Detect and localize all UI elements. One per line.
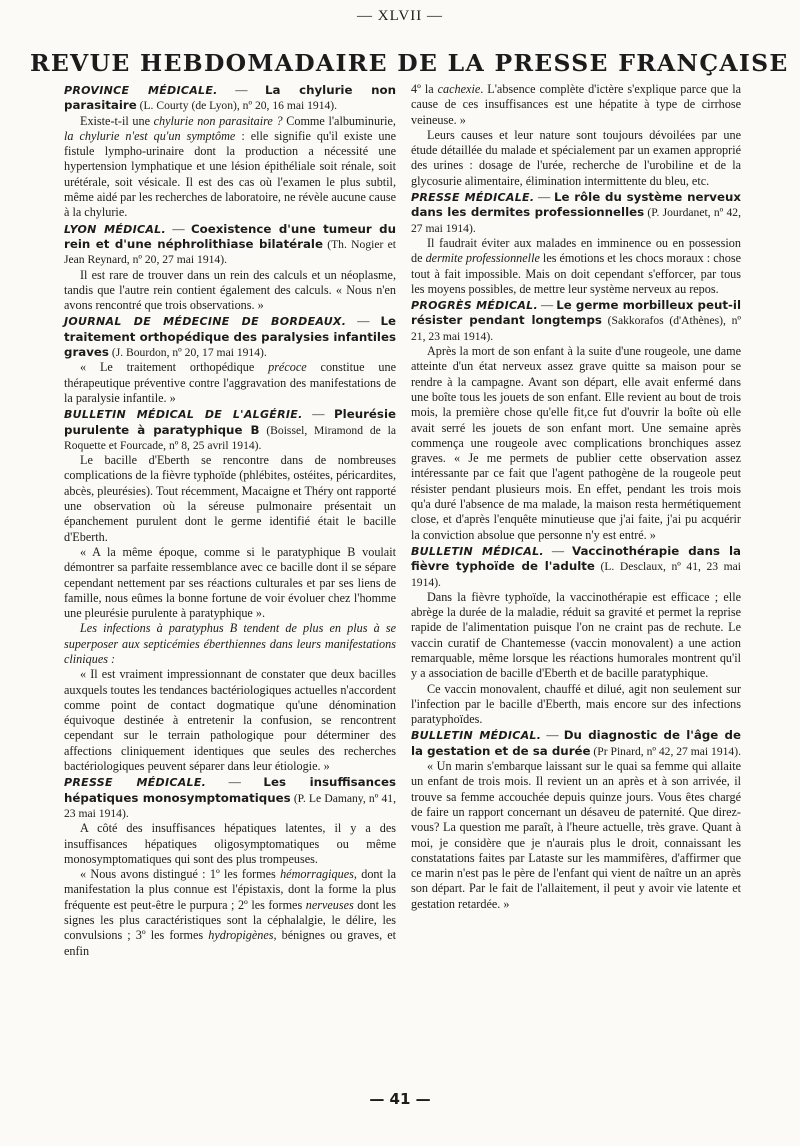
article-paragraph: Il faudrait éviter aux malades en imminence ou en possession de dermite professionnelle les émotions et les chocs moraux : chose tout à fait impossible. Mais on doit cependant s'efforcer, par tous les moyens possibles, de mettre leur système nerveux au repos. xyxy=(411,235,741,296)
article-source: BULLETIN MÉDICAL DE L'ALGÉRIE. xyxy=(64,408,303,422)
article-title: Les insuffisances hépatiques monosymptomatiques xyxy=(64,775,396,805)
article-heading: BULLETIN MÉDICAL DE L'ALGÉRIE. — Pleurésie purulente à paratyphique B (Boissel, Miramond de la Roquette et Fourcade, nº 8, 25 avril 1914). xyxy=(64,407,396,452)
article-title: Du diagnostic de l'âge de la gestation et de sa durée xyxy=(411,728,742,758)
article-paragraph: Dans la fièvre typhoïde, la vaccinothérapie est efficace ; elle abrège la durée de la maladie, réduit sa gravité et permet la reprise rapide de l'alimentation puisque l'on ne craint pas de rechute. Le vaccin curatif de Chantemesse (vaccin monovalent) a une action remarquable, même lorsque les réactions humorales montrent qu'il y a association de bacille d'Eberth et de bacille paratyphique. xyxy=(411,589,741,681)
article-title: Vaccinothérapie dans la fièvre typhoïde de l'adulte xyxy=(411,543,742,574)
article-reference: (Sakkorafos (d'Athènes), nº 21, 23 mai 1914). xyxy=(411,314,741,343)
article-title: Coexistence d'une tumeur du rein et d'une néphrolithiase bilatérale xyxy=(64,221,396,251)
article-heading: PRESSE MÉDICALE. — Le rôle du système nerveux dans les dermites professionnelles (P. Jourdanet, nº 42, 27 mai 1914). xyxy=(411,190,741,235)
article-reference: (Pr Pinard, nº 42, 27 mai 1914). xyxy=(590,744,741,758)
article-title: Pleurésie purulente à paratyphique B xyxy=(64,407,396,437)
article-paragraph: Il est rare de trouver dans un rein des calculs et un néoplasme, tandis que l'autre rein contient également des calculs. « Nous n'en avons rencontré que trois observations. » xyxy=(64,267,396,313)
article-title: Le germe morbilleux peut-il résister pendant longtemps xyxy=(411,298,741,328)
article-reference: (J. Bourdon, nº 20, 17 mai 1914). xyxy=(108,346,267,360)
article-paragraph: Leurs causes et leur nature sont toujours dévoilées par une étude détaillée du malade et spécialement par un examen approprié des urines : dosage de l'urée, recherche de l'urobiline et de la glycosurie alimentaire, élimination intermittente du bleu, etc. xyxy=(411,127,741,188)
article-paragraph: « Nous avons distingué : 1º les formes hémorragiques, dont la manifestation la plus connue est l'épistaxis, dont la forme la plus fréquente est peut-être le purpura ; 2º les formes nerveuses dont les signes les plus caractéristiques sont la céphalalgie, le délire, les convulsions ; 3º les formes hydropigènes, bénignes ou graves, et enfin xyxy=(64,867,397,958)
article-paragraph: Ce vaccin monovalent, chauffé et dilué, agit non seulement sur l'infection par le bacille d'Eberth, mais encore sur des infections paratyphoïdes. xyxy=(411,681,741,727)
article-paragraph: Les infections à paratyphus B tendent de plus en plus à se superposer aux septicémies éberthiennes dans leurs manifestations cliniques : xyxy=(64,621,396,666)
article-source: BULLETIN MÉDICAL. xyxy=(411,544,544,558)
article-title: Le traitement orthopédique des paralysies infantiles graves xyxy=(64,314,396,360)
page-folio: — 41 — xyxy=(369,1090,431,1108)
article-reference: (P. Jourdanet, nº 42, 27 mai 1914). xyxy=(411,206,741,235)
article-source: JOURNAL DE MÉDECINE DE BORDEAUX. xyxy=(64,315,347,329)
article-paragraph: « Le traitement orthopédique précoce constitue une thérapeutique préventive contre l'aggravation des manifestations de la paralysie infantile. » xyxy=(64,360,396,405)
article-reference: (L. Desclaux, nº 41, 23 mai 1914). xyxy=(411,560,741,589)
article-heading: BULLETIN MÉDICAL. — Du diagnostic de l'âge de la gestation et de sa durée (Pr Pinard, nº 42, 27 mai 1914). xyxy=(411,728,742,758)
article-source: PROGRÈS MÉDICAL. xyxy=(411,299,538,313)
article-paragraph: « Un marin s'embarque laissant sur le quai sa femme qui allaite un enfant de trois mois. Il revient un an après et à son arrivée, il trouve sa femme accouchée depuis quinze jours. Vous êtes chargé de faire un rapport concernant un désaveu de paternité. Que direz-vous? La question me paraît, à l'heure actuelle, très grave. Quant à moi, je considère que je n'aurais plus le droit, connaissant les constatations faites par Lataste sur les mammifères, d'affirmer que ce marin n'est pas le père de l'enfant qui vient de naître un an après son départ. Par le fait de l'allaitement, il peut y avoir vie latente et gestation retardée. » xyxy=(411,759,741,911)
article-heading: PRESSE MÉDICALE. — Les insuffisances hépatiques monosymptomatiques (P. Le Damany, nº 41, 23 mai 1914). xyxy=(64,775,396,820)
article-paragraph: « A la même époque, comme si le paratyphique B voulait démontrer sa parfaite ressemblance avec ce bacille dont il se sépare cependant nettement par ses réactions culturales et par ses liens de famille, nous eûmes la bonne fortune de voir évoluer chez l'homme une pleurésie purulente à paratyphique ». xyxy=(64,544,396,621)
article-paragraph: « Il est vraiment impressionnant de constater que deux bacilles auxquels toutes les tendances bactériologiques actuelles n'accordent comme point de contact dogmatique qu'une dénomination équivoque destinée à entretenir la confusion, se rencontrent cependant sur le terrain pathologique pour déterminer des affections cliniquement identiques que seules des recherches bactériologiques peuvent séparer dans leur étiologie. » xyxy=(64,667,396,774)
article-title: Le rôle du système nerveux dans les dermites professionnelles xyxy=(411,190,741,220)
article-heading: PROVINCE MÉDICALE. — La chylurie non parasitaire (L. Courty (de Lyon), nº 20, 16 mai 1914). xyxy=(64,83,397,113)
article-reference: (P. Le Damany, nº 41, 23 mai 1914). xyxy=(64,791,396,820)
journal-masthead: REVUE HEBDOMADAIRE DE LA PRESSE FRANÇAISE xyxy=(30,49,789,77)
right-column xyxy=(411,82,741,912)
article-paragraph: A côté des insuffisances hépatiques latentes, il y a des insuffisances hépatiques oligosymptomatiques ou même monosymptomatiques qui sont des plus trompeuses. xyxy=(64,821,396,866)
article-title: La chylurie non parasitaire xyxy=(64,83,397,113)
article-paragraph: Après la mort de son enfant à la suite d'une rougeole, une dame atteinte d'un état nerveux assez grave quitte sa maison pour se rendre à la campagne. Avant son départ, elle avait enfermé dans une boîte tous les jouets de son enfant. Elle revient au bout de trois mois, la première chose qu'elle fit,ce fut d'ouvrir la boîte où elle avait serré les jouets de son enfant mort. Une semaine après commença une rougeole avec complications bronchiques assez graves. « Je me permets de publier cette observation assez intéressante par ce fait que l'agent pathogène de la rougeole peut résister pendant plusieurs mois. En effet, pendant les trois mois qu'a duré l'absence de ma malade, la maison resta hermétiquement close, et d'après l'enquête minutieuse que j'ai faite, j'ai pu acquérir la conviction absolue que personne n'y est entré. » xyxy=(411,344,741,542)
article-source: PRESSE MÉDICALE. xyxy=(64,776,207,790)
article-source: BULLETIN MÉDICAL. xyxy=(411,729,542,743)
article-paragraph: 4º la cachexie. L'absence complète d'ictère s'explique parce que la cause de ces insuffisances est une hépatite à type de cirrhose veineuse. » xyxy=(411,82,742,127)
article-reference: (Boissel, Miramond de la Roquette et Fourcade, nº 8, 25 avril 1914). xyxy=(64,423,396,452)
article-heading: LYON MÉDICAL. — Coexistence d'une tumeur du rein et d'une néphrolithiase bilatérale (Th. Nogier et Jean Reynard, nº 20, 27 mai 1914). xyxy=(64,221,396,267)
article-heading: PROGRÈS MÉDICAL. — Le germe morbilleux peut-il résister pendant longtemps (Sakkorafos (d'Athènes), nº 21, 23 mai 1914). xyxy=(411,298,741,343)
article-heading: BULLETIN MÉDICAL. — Vaccinothérapie dans la fièvre typhoïde de l'adulte (L. Desclaux, nº 41, 23 mai 1914). xyxy=(411,543,742,589)
left-column xyxy=(64,82,396,959)
article-paragraph: Existe-t-il une chylurie non parasitaire ? Comme l'albuminurie, la chylurie n'est qu'un symptôme : elle signifie qu'il existe une fistule lympho-urinaire dont la production a nécessité une hypertension lymphatique et une lésion épithéliale soit rénale, soit urétérale, soit vésicale. Il est des cas où l'examen le plus subtil, même aidé par les recherches de laboratoire, ne révèle aucune cause à la chylurie. xyxy=(64,113,397,220)
article-reference: (Th. Nogier et Jean Reynard, nº 20, 27 mai 1914). xyxy=(64,237,396,267)
roman-page-number: — XLVII — xyxy=(357,8,443,24)
article-paragraph: Le bacille d'Eberth se rencontre dans de nombreuses complications de la fièvre typhoïde (phlébites, ostéites, péricardites, abcès, pleurésies). Tout récemment, Macaigne et Théry ont rapporté une observation où la séreuse pulmonaire présentait un épanchement purulent dont le germe identifié était le bacille d'Eberth. xyxy=(64,453,396,544)
article-source: PROVINCE MÉDICALE. xyxy=(64,84,218,97)
article-source: LYON MÉDICAL. xyxy=(64,222,166,236)
article-source: PRESSE MÉDICALE. xyxy=(411,191,535,205)
article-reference: (L. Courty (de Lyon), nº 20, 16 mai 1914). xyxy=(136,99,338,113)
article-heading: JOURNAL DE MÉDECINE DE BORDEAUX. — Le traitement orthopédique des paralysies infantiles graves (J. Bourdon, nº 20, 17 mai 1914). xyxy=(64,314,396,360)
